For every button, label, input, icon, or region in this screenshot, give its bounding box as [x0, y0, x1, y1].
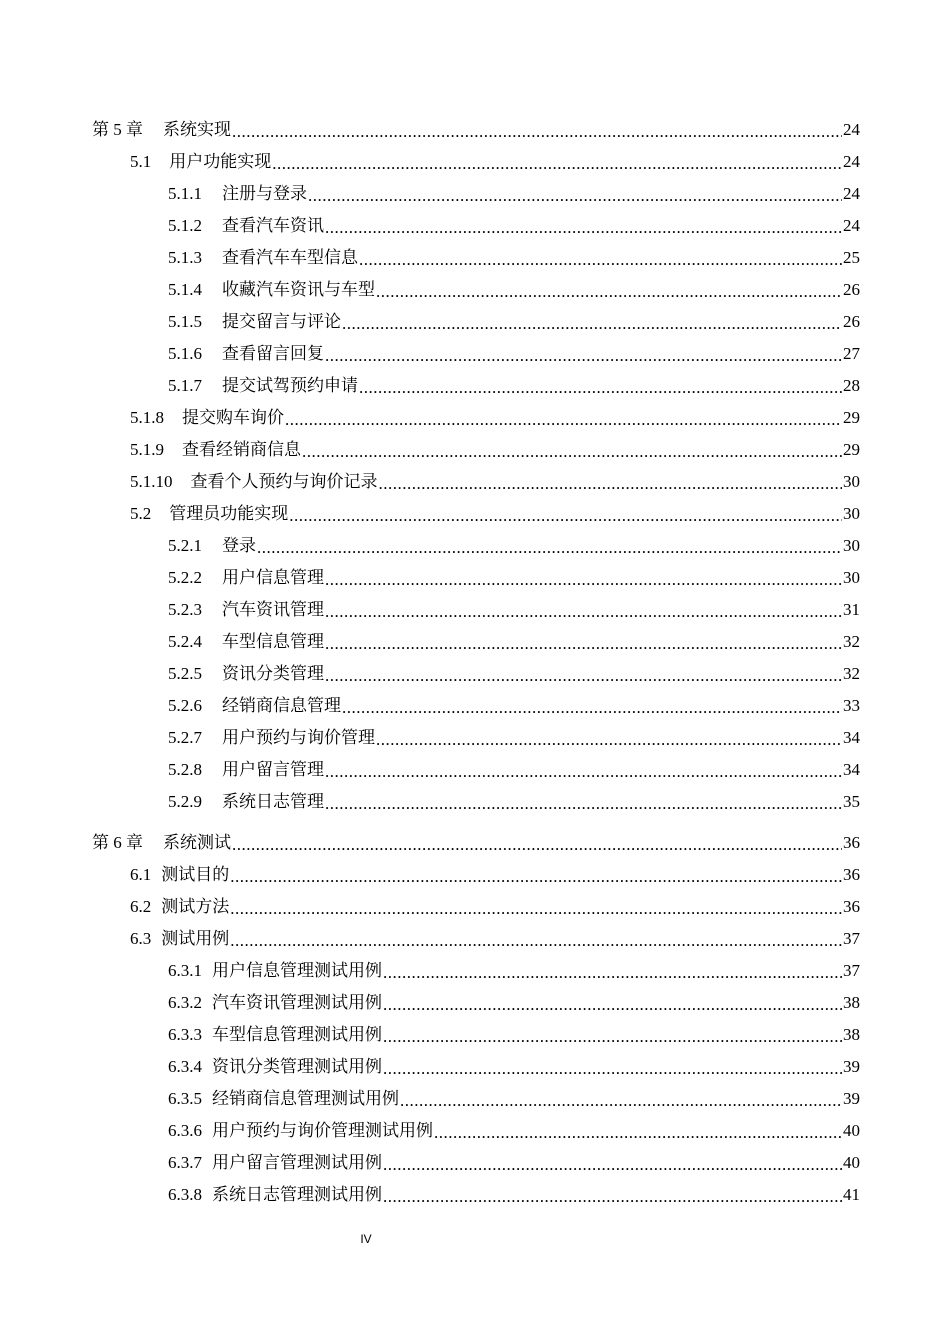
toc-entry-page-number: 38	[843, 993, 860, 1012]
toc-entry-number: 5.1.2	[168, 216, 202, 235]
toc-entry[interactable]	[0, 562, 950, 594]
dot-leader	[325, 660, 842, 692]
toc-entry-title: 系统日志管理	[222, 792, 324, 811]
toc-entry-page-number: 36	[843, 865, 860, 884]
toc-entry-title: 查看个人预约与询价记录	[190, 472, 378, 491]
toc-entry-page-number: 26	[843, 312, 860, 331]
toc-entry-title: 用户预约与询价管理测试用例	[212, 1121, 433, 1140]
toc-entry-title: 用户留言管理	[222, 760, 324, 779]
dot-leader	[302, 436, 842, 468]
toc-entry-title: 系统日志管理测试用例	[212, 1185, 382, 1204]
toc-entry[interactable]	[0, 210, 950, 242]
toc-entry-page-number: 30	[843, 536, 860, 555]
dot-leader	[308, 180, 842, 212]
toc-entry-number: 5.2.2	[168, 568, 202, 587]
toc-entry-title: 注册与登录	[222, 184, 307, 203]
dot-leader	[230, 893, 842, 925]
dot-leader	[230, 925, 842, 957]
toc-entry[interactable]	[0, 923, 950, 955]
toc-entry[interactable]	[0, 690, 950, 722]
toc-entry-page-number: 31	[843, 600, 860, 619]
toc-entry-page-number: 24	[843, 152, 860, 171]
toc-entry-page-number: 32	[843, 664, 860, 683]
toc-entry[interactable]	[0, 786, 950, 818]
toc-entry-page-number: 30	[843, 568, 860, 587]
toc-entry[interactable]	[0, 1147, 950, 1179]
toc-entry-number: 5.2.1	[168, 536, 202, 555]
toc-entry-title: 用户功能实现	[169, 152, 272, 171]
toc-entry[interactable]	[0, 754, 950, 786]
toc-entry-number: 5.2.9	[168, 792, 202, 811]
dot-leader	[272, 148, 842, 180]
toc-entry-title: 用户预约与询价管理	[222, 728, 375, 747]
toc-entry-page-number: 28	[843, 376, 860, 395]
toc-chapter-entry[interactable]	[0, 827, 950, 859]
toc-entry[interactable]	[0, 338, 950, 370]
toc-entry[interactable]	[0, 466, 950, 498]
toc-entry-page-number: 35	[843, 792, 860, 811]
toc-entry-number: 5.1.7	[168, 376, 202, 395]
toc-entry[interactable]	[0, 594, 950, 626]
toc-entry-number: 5.2.6	[168, 696, 202, 715]
dot-leader	[285, 404, 842, 436]
dot-leader	[325, 756, 842, 788]
toc-entry-title: 提交购车询价	[182, 408, 284, 427]
toc-entry[interactable]	[0, 434, 950, 466]
toc-entry-number: 5.2.8	[168, 760, 202, 779]
toc-entry-number: 6.2	[130, 897, 152, 916]
toc-entry-title: 汽车资讯管理测试用例	[212, 993, 382, 1012]
toc-entry-number: 5.2.5	[168, 664, 202, 683]
toc-entry-title: 登录	[222, 536, 256, 555]
dot-leader	[400, 1085, 842, 1117]
toc-entry-page-number: 36	[843, 833, 860, 852]
toc-entry-number: 6.3.3	[168, 1025, 202, 1044]
dot-leader	[383, 1181, 842, 1213]
page-number: IV	[360, 1232, 372, 1246]
toc-entry-title: 查看汽车车型信息	[222, 248, 358, 267]
toc-entry[interactable]	[0, 370, 950, 402]
toc-entry-title: 测试用例	[161, 929, 230, 948]
dot-leader	[232, 116, 842, 148]
toc-entry-page-number: 30	[843, 472, 860, 491]
toc-entry-page-number: 24	[843, 184, 860, 203]
toc-entry-number: 5.1.8	[130, 408, 164, 427]
toc-entry[interactable]	[0, 146, 950, 178]
toc-entry-title: 提交留言与评论	[222, 312, 341, 331]
toc-entry-page-number: 37	[843, 961, 860, 980]
toc-entry[interactable]	[0, 498, 950, 530]
dot-leader	[379, 468, 843, 500]
dot-leader	[359, 244, 842, 276]
table-of-contents	[0, 114, 950, 1211]
dot-leader	[325, 340, 842, 372]
toc-entry[interactable]	[0, 955, 950, 987]
toc-entry-title: 查看经销商信息	[182, 440, 301, 459]
dot-leader	[342, 308, 842, 340]
toc-entry-page-number: 27	[843, 344, 860, 363]
toc-entry-number: 5.2.7	[168, 728, 202, 747]
toc-entry-page-number: 39	[843, 1057, 860, 1076]
toc-entry-number: 6.3.1	[168, 961, 202, 980]
toc-entry-title: 用户信息管理	[222, 568, 324, 587]
toc-entry-title: 汽车资讯管理	[222, 600, 324, 619]
toc-entry-number: 6.3.4	[168, 1057, 202, 1076]
toc-entry-number: 5.1.1	[168, 184, 202, 203]
toc-entry-title: 测试方法	[161, 897, 230, 916]
toc-entry[interactable]	[0, 1019, 950, 1051]
toc-entry-number: 6.1	[130, 865, 152, 884]
toc-entry[interactable]	[0, 658, 950, 690]
toc-entry-number: 5.1	[130, 152, 152, 171]
toc-entry-number: 6.3.6	[168, 1121, 202, 1140]
toc-entry[interactable]	[0, 722, 950, 754]
toc-entry-page-number: 32	[843, 632, 860, 651]
toc-entry-title: 系统实现	[163, 120, 231, 139]
dot-leader	[289, 500, 842, 532]
toc-entry-page-number: 33	[843, 696, 860, 715]
toc-entry-number: 5.1.4	[168, 280, 202, 299]
dot-leader	[383, 989, 842, 1021]
toc-entry-number: 5.1.9	[130, 440, 164, 459]
toc-entry-page-number: 38	[843, 1025, 860, 1044]
toc-entry-page-number: 34	[843, 728, 860, 747]
toc-entry[interactable]	[0, 1179, 950, 1211]
dot-leader	[383, 1149, 842, 1181]
toc-entry[interactable]	[0, 242, 950, 274]
dot-leader	[232, 829, 842, 861]
toc-entry-number: 5.1.10	[130, 472, 173, 491]
toc-entry[interactable]	[0, 1115, 950, 1147]
toc-entry-number: 6.3	[130, 929, 152, 948]
toc-entry-page-number: 40	[843, 1153, 860, 1172]
toc-entry-title: 系统测试	[163, 833, 231, 852]
dot-leader	[359, 372, 842, 404]
toc-entry-page-number: 41	[843, 1185, 860, 1204]
toc-entry-number: 5.1.5	[168, 312, 202, 331]
toc-entry-page-number: 24	[843, 120, 860, 139]
toc-entry[interactable]	[0, 178, 950, 210]
toc-entry-page-number: 39	[843, 1089, 860, 1108]
toc-entry-number: 5.1.3	[168, 248, 202, 267]
toc-entry-title: 车型信息管理测试用例	[212, 1025, 382, 1044]
toc-entry-number: 5.2.3	[168, 600, 202, 619]
toc-entry-number: 第 6 章	[92, 833, 143, 852]
toc-entry[interactable]	[0, 274, 950, 306]
dot-leader	[376, 276, 842, 308]
toc-entry[interactable]	[0, 402, 950, 434]
toc-entry-number: 6.3.8	[168, 1185, 202, 1204]
dot-leader	[257, 532, 842, 564]
dot-leader	[325, 564, 842, 596]
toc-entry[interactable]	[0, 626, 950, 658]
toc-entry[interactable]	[0, 987, 950, 1019]
toc-entry-title: 收藏汽车资讯与车型	[222, 280, 375, 299]
toc-entry-title: 车型信息管理	[222, 632, 324, 651]
dot-leader	[434, 1117, 842, 1149]
toc-entry-page-number: 25	[843, 248, 860, 267]
dot-leader	[383, 1053, 842, 1085]
toc-entry-page-number: 40	[843, 1121, 860, 1140]
toc-entry-number: 6.3.5	[168, 1089, 202, 1108]
toc-entry-number: 6.3.7	[168, 1153, 202, 1172]
toc-entry[interactable]	[0, 891, 950, 923]
toc-entry[interactable]	[0, 859, 950, 891]
dot-leader	[325, 628, 842, 660]
toc-entry-title: 资讯分类管理	[222, 664, 324, 683]
toc-chapter-entry[interactable]	[0, 114, 950, 146]
toc-entry[interactable]	[0, 1083, 950, 1115]
toc-entry-page-number: 34	[843, 760, 860, 779]
toc-entry-number: 5.1.6	[168, 344, 202, 363]
toc-entry[interactable]	[0, 530, 950, 562]
toc-entry-title: 测试目的	[161, 865, 230, 884]
toc-entry-page-number: 36	[843, 897, 860, 916]
toc-entry-title: 提交试驾预约申请	[222, 376, 358, 395]
toc-entry-title: 管理员功能实现	[169, 504, 289, 523]
toc-entry-title: 用户信息管理测试用例	[212, 961, 382, 980]
dot-leader	[342, 692, 842, 724]
dot-leader	[325, 788, 842, 820]
toc-entry-number: 5.2	[130, 504, 152, 523]
dot-leader	[230, 861, 842, 893]
toc-entry-page-number: 24	[843, 216, 860, 235]
toc-entry-page-number: 30	[843, 504, 860, 523]
dot-leader	[376, 724, 842, 756]
toc-entry-title: 用户留言管理测试用例	[212, 1153, 382, 1172]
dot-leader	[383, 957, 842, 989]
toc-entry-page-number: 29	[843, 440, 860, 459]
dot-leader	[325, 212, 842, 244]
toc-entry-title: 经销商信息管理	[222, 696, 341, 715]
toc-entry-number: 第 5 章	[92, 120, 143, 139]
toc-entry-title: 查看汽车资讯	[222, 216, 324, 235]
toc-entry-title: 经销商信息管理测试用例	[212, 1089, 399, 1108]
dot-leader	[325, 596, 842, 628]
toc-entry-title: 查看留言回复	[222, 344, 324, 363]
toc-entry[interactable]	[0, 1051, 950, 1083]
toc-entry-page-number: 26	[843, 280, 860, 299]
toc-entry-page-number: 37	[843, 929, 860, 948]
toc-entry-number: 6.3.2	[168, 993, 202, 1012]
toc-entry[interactable]	[0, 306, 950, 338]
toc-entry-title: 资讯分类管理测试用例	[212, 1057, 382, 1076]
toc-entry-number: 5.2.4	[168, 632, 202, 651]
dot-leader	[383, 1021, 842, 1053]
toc-entry-page-number: 29	[843, 408, 860, 427]
